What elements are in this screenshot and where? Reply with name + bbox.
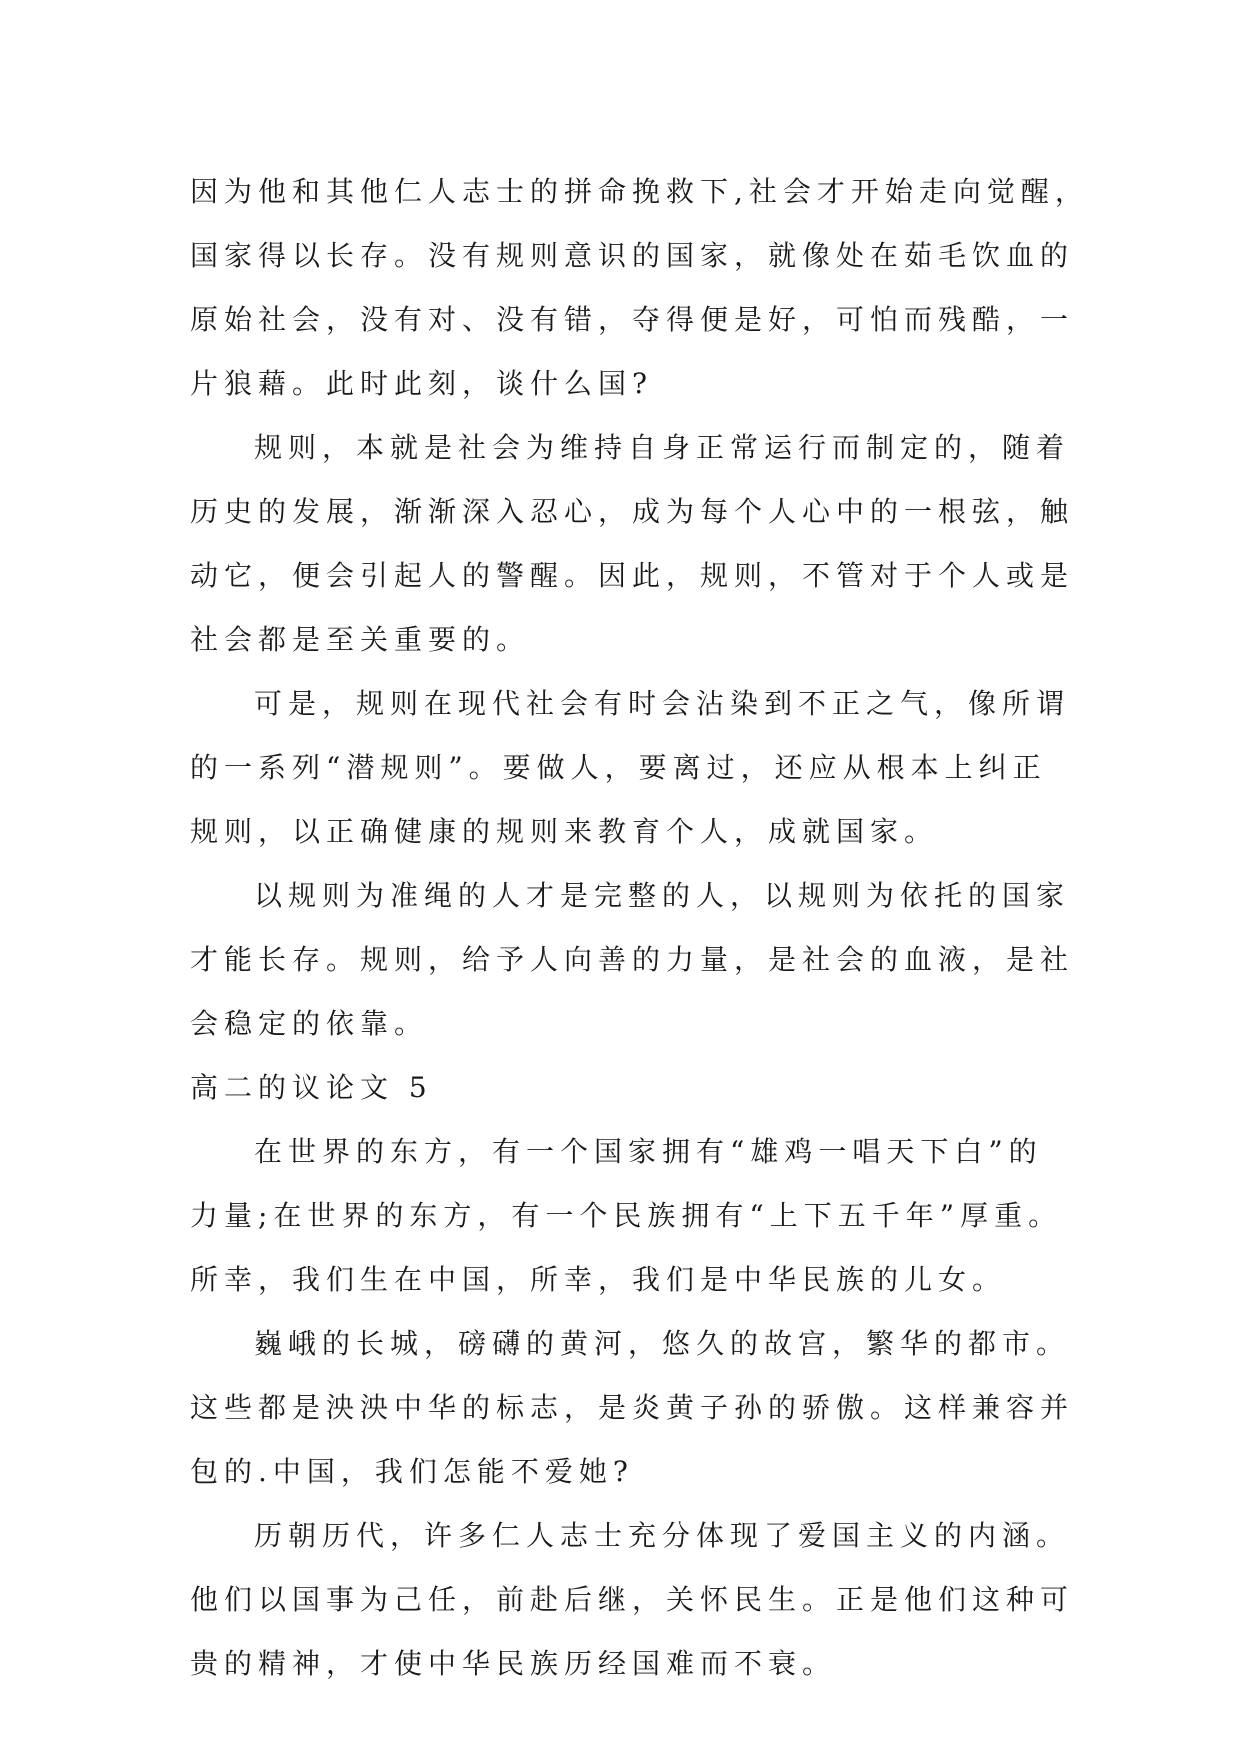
text-line: 所幸，我们生在中国，所幸，我们是中华民族的儿女。 (190, 1263, 1007, 1296)
text-line: 社会都是至关重要的。 (190, 623, 531, 656)
text-line: 贵的精神，才使中华民族历经国难而不衰。 (190, 1647, 837, 1680)
text-line: 历史的发展，渐渐深入忍心，成为每个人心中的一根弦，触 (190, 495, 1075, 528)
text-line: 片狼藉。此时此刻，谈什么国? (190, 367, 654, 400)
text-line: 这些都是泱泱中华的标志，是炎黄子孙的骄傲。这样兼容并 (190, 1391, 1075, 1424)
paragraph (190, 864, 1090, 1056)
paragraph (190, 1120, 1090, 1312)
paragraph (190, 1312, 1090, 1504)
text-line: 动它，便会引起人的警醒。因此，规则，不管对于个人或是 (190, 559, 1075, 592)
paragraph (190, 160, 1090, 416)
section-heading (190, 1056, 1090, 1120)
text-line: 的一系列“潜规则”。要做人，要离过，还应从根本上纠正 (190, 751, 1047, 784)
text-line: 会稳定的依靠。 (190, 1007, 429, 1040)
text-line: 因为他和其他仁人志士的拼命挽救下,社会才开始走向觉醒， (190, 175, 1089, 208)
text-line: 国家得以长存。没有规则意识的国家，就像处在茹毛饮血的 (190, 239, 1075, 272)
text-line: 规则，本就是社会为维持自身正常运行而制定的，随着 (254, 431, 1071, 464)
text-line: 规则，以正确健康的规则来教育个人，成就国家。 (190, 815, 939, 848)
text-line: 以规则为准绳的人才是完整的人，以规则为依托的国家 (254, 879, 1071, 912)
text-line: 巍峨的长城，磅礴的黄河，悠久的故宫，繁华的都市。 (254, 1327, 1071, 1360)
document-body (190, 160, 1090, 1696)
heading-text: 高二的议论文 5 (190, 1071, 433, 1104)
text-line: 才能长存。规则，给予人向善的力量，是社会的血液，是社 (190, 943, 1075, 976)
paragraph (190, 672, 1090, 864)
text-line: 可是，规则在现代社会有时会沾染到不正之气，像所谓 (254, 687, 1071, 720)
text-line: 在世界的东方，有一个国家拥有“雄鸡一唱天下白”的 (254, 1135, 1043, 1168)
text-line: 力量;在世界的东方，有一个民族拥有“上下五千年”厚重。 (190, 1199, 1063, 1232)
text-line: 原始社会，没有对、没有错，夺得便是好，可怕而残酷，一 (190, 303, 1075, 336)
paragraph (190, 416, 1090, 672)
text-line: 包的.中国，我们怎能不爱她? (190, 1455, 634, 1488)
text-line: 历朝历代，许多仁人志士充分体现了爱国主义的内涵。 (254, 1519, 1071, 1552)
paragraph (190, 1504, 1090, 1696)
text-line: 他们以国事为己任，前赴后继，关怀民生。正是他们这种可 (190, 1583, 1075, 1616)
